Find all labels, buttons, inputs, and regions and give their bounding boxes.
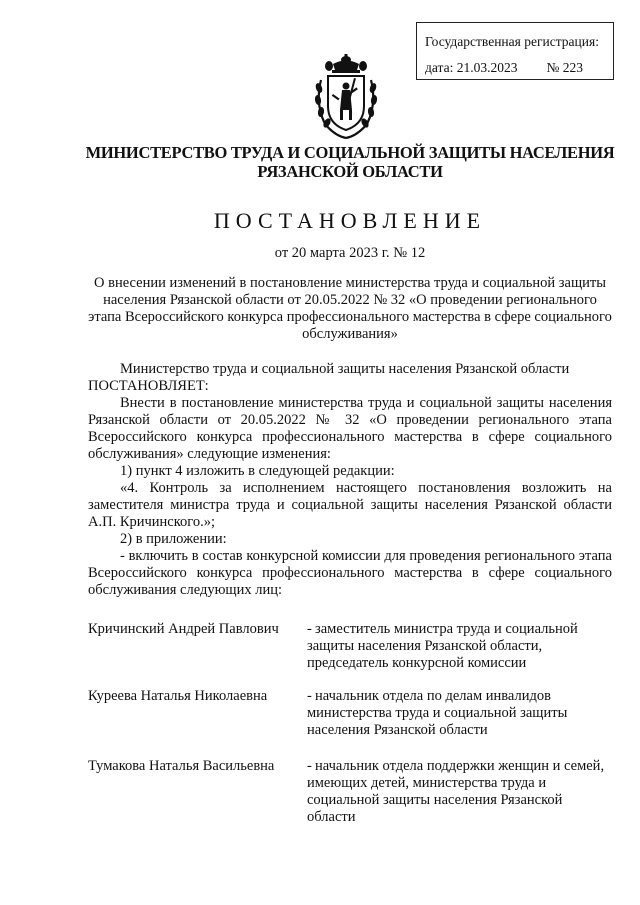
ministry-name	[60, 143, 640, 181]
paragraph-item-4: «4. Контроль за исполнением настоящего постановления возложить на заместителя министра труда и социальной защиты населения Рязанской области А.П. Кричинского.»;	[88, 480, 612, 530]
member-role: начальник отдела по делам инвалидов министерства труда и социальной защиты населения Рязанской области	[307, 688, 568, 738]
paragraph-ministry: Министерство труда и социальной защиты населения Рязанской области	[120, 361, 570, 377]
registration-stamp	[416, 22, 614, 80]
member-name: Кричинский Андрей Павлович	[88, 621, 279, 637]
document-body	[88, 361, 612, 599]
registration-title: Государственная регистрация:	[425, 34, 599, 49]
document-type: ПОСТАНОВЛЕНИЕ	[213, 208, 487, 233]
paragraph-include: - включить в состав конкурсной комиссии для проведения регионального этапа Всероссийского конкурса профессионального мастерства в сфере социального обслуживания следующих лиц:	[88, 548, 612, 598]
coat-of-arms-icon	[313, 54, 379, 140]
paragraph-amend: Внести в постановление министерства труда и социальной защиты населения Рязанской области от 20.05.2022 № 32 «О проведении регионального этапа Всероссийского конкурса профессионального мастерства в сфере социального обслуживания» следующие изменения:	[88, 395, 612, 462]
member-role: заместитель министра труда и социальной защиты населения Рязанской области, председатель конкурсной комиссии	[307, 621, 578, 671]
member-name: Тумакова Наталья Васильевна	[88, 758, 275, 774]
paragraph-item-2: 2) в приложении:	[120, 531, 227, 547]
member-role: начальник отдела поддержки женщин и семей, имеющих детей, министерства труда и социальной защиты населения Рязанской области	[307, 758, 605, 825]
document-date: от 20 марта 2023 г. № 12	[274, 245, 426, 261]
member-dash: -	[307, 621, 312, 637]
member-name: Куреева Наталья Николаевна	[88, 688, 268, 704]
member-dash: -	[307, 688, 312, 704]
paragraph-resolves: ПОСТАНОВЛЯЕТ:	[88, 378, 209, 394]
ministry-line-1: МИНИСТЕРСТВО ТРУДА И СОЦИАЛЬНОЙ ЗАЩИТЫ НАСЕЛЕНИЯ	[85, 143, 615, 162]
paragraph-item-1: 1) пункт 4 изложить в следующей редакции:	[120, 463, 395, 479]
registration-number: № 223	[546, 60, 583, 75]
registration-date: дата: 21.03.2023	[425, 60, 518, 75]
document-subject: О внесении изменений в постановление министерства труда и социальной защиты населения Рязанской области от 20.05.2022 № 32 «О проведении регионального этапа Всероссийского конкурса профессионального мастерства в сфере социального обслуживания»	[88, 275, 612, 342]
registration-row	[425, 55, 605, 81]
member-dash: -	[307, 758, 312, 774]
ministry-line-2: РЯЗАНСКОЙ ОБЛАСТИ	[257, 162, 443, 181]
